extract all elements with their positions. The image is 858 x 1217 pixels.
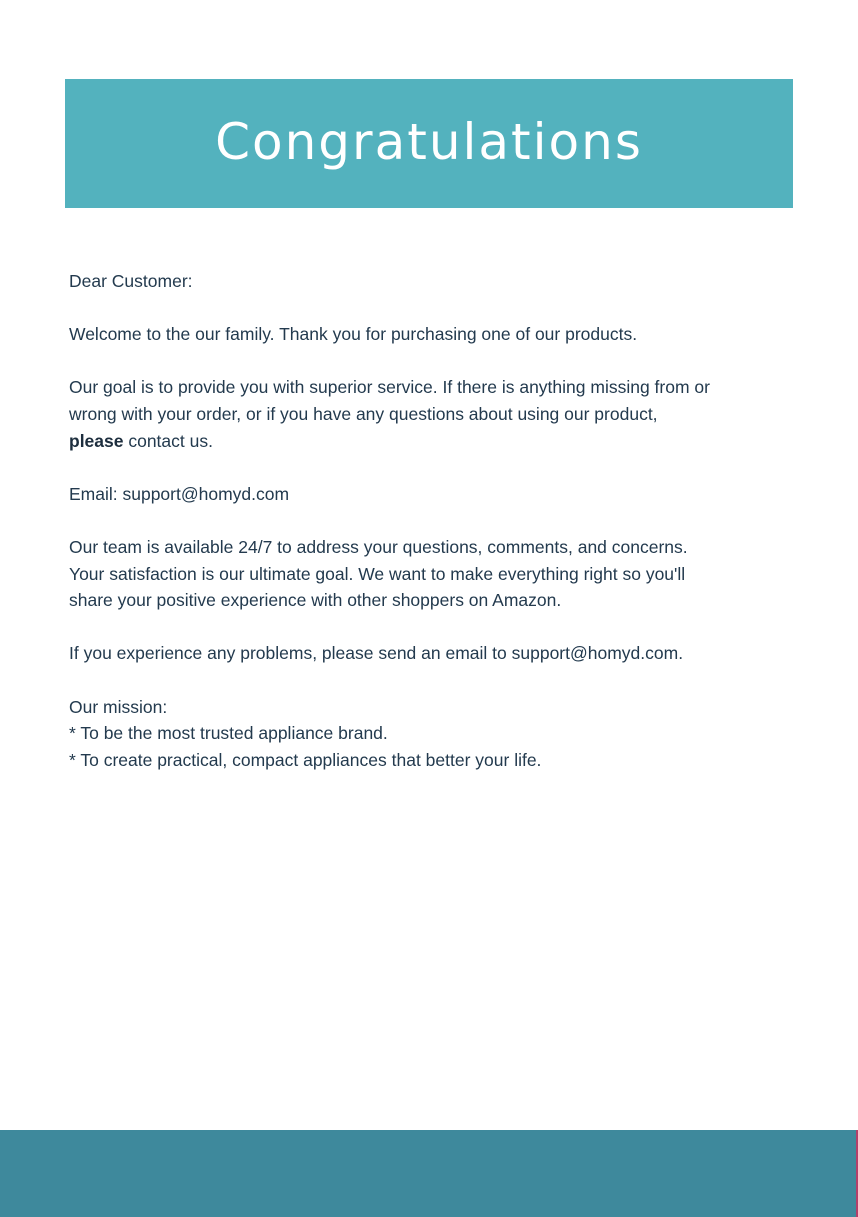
email-address: support@homyd.com (122, 483, 290, 504)
footer-bar (0, 1130, 858, 1217)
goal-line-2: wrong with your order, or if you have any questions about using our product, (69, 403, 658, 424)
mission-section (69, 694, 809, 774)
goal-line-1: Our goal is to provide you with superior service. If there is anything missing from or (69, 377, 710, 398)
goal-line-3 (69, 428, 809, 455)
welcome-paragraph: Welcome to the our family. Thank you for purchasing one of our products. (69, 324, 638, 345)
email-label: Email: (69, 483, 123, 504)
email-paragraph (69, 481, 809, 508)
mission-item-1: * To be the most trusted appliance brand. (69, 723, 388, 744)
letter-body (69, 268, 809, 800)
team-line-3: share your positive experience with other shoppers on Amazon. (69, 590, 562, 611)
team-paragraph (69, 534, 809, 614)
goal-paragraph (69, 374, 809, 454)
header-banner (65, 79, 793, 208)
please-emphasis: please (69, 430, 124, 451)
team-line-1: Our team is available 24/7 to address your questions, comments, and concerns. (69, 536, 688, 557)
problems-paragraph: If you experience any problems, please send an email to support@homyd.com. (69, 643, 684, 664)
page-title: Congratulations (215, 112, 643, 171)
mission-item-2: * To create practical, compact appliances that better your life. (69, 749, 542, 770)
contact-us-text: contact us. (123, 430, 213, 451)
team-line-2: Your satisfaction is our ultimate goal. We want to make everything right so you'll (69, 563, 686, 584)
mission-heading: Our mission: (69, 696, 168, 717)
salutation: Dear Customer: (69, 271, 193, 291)
